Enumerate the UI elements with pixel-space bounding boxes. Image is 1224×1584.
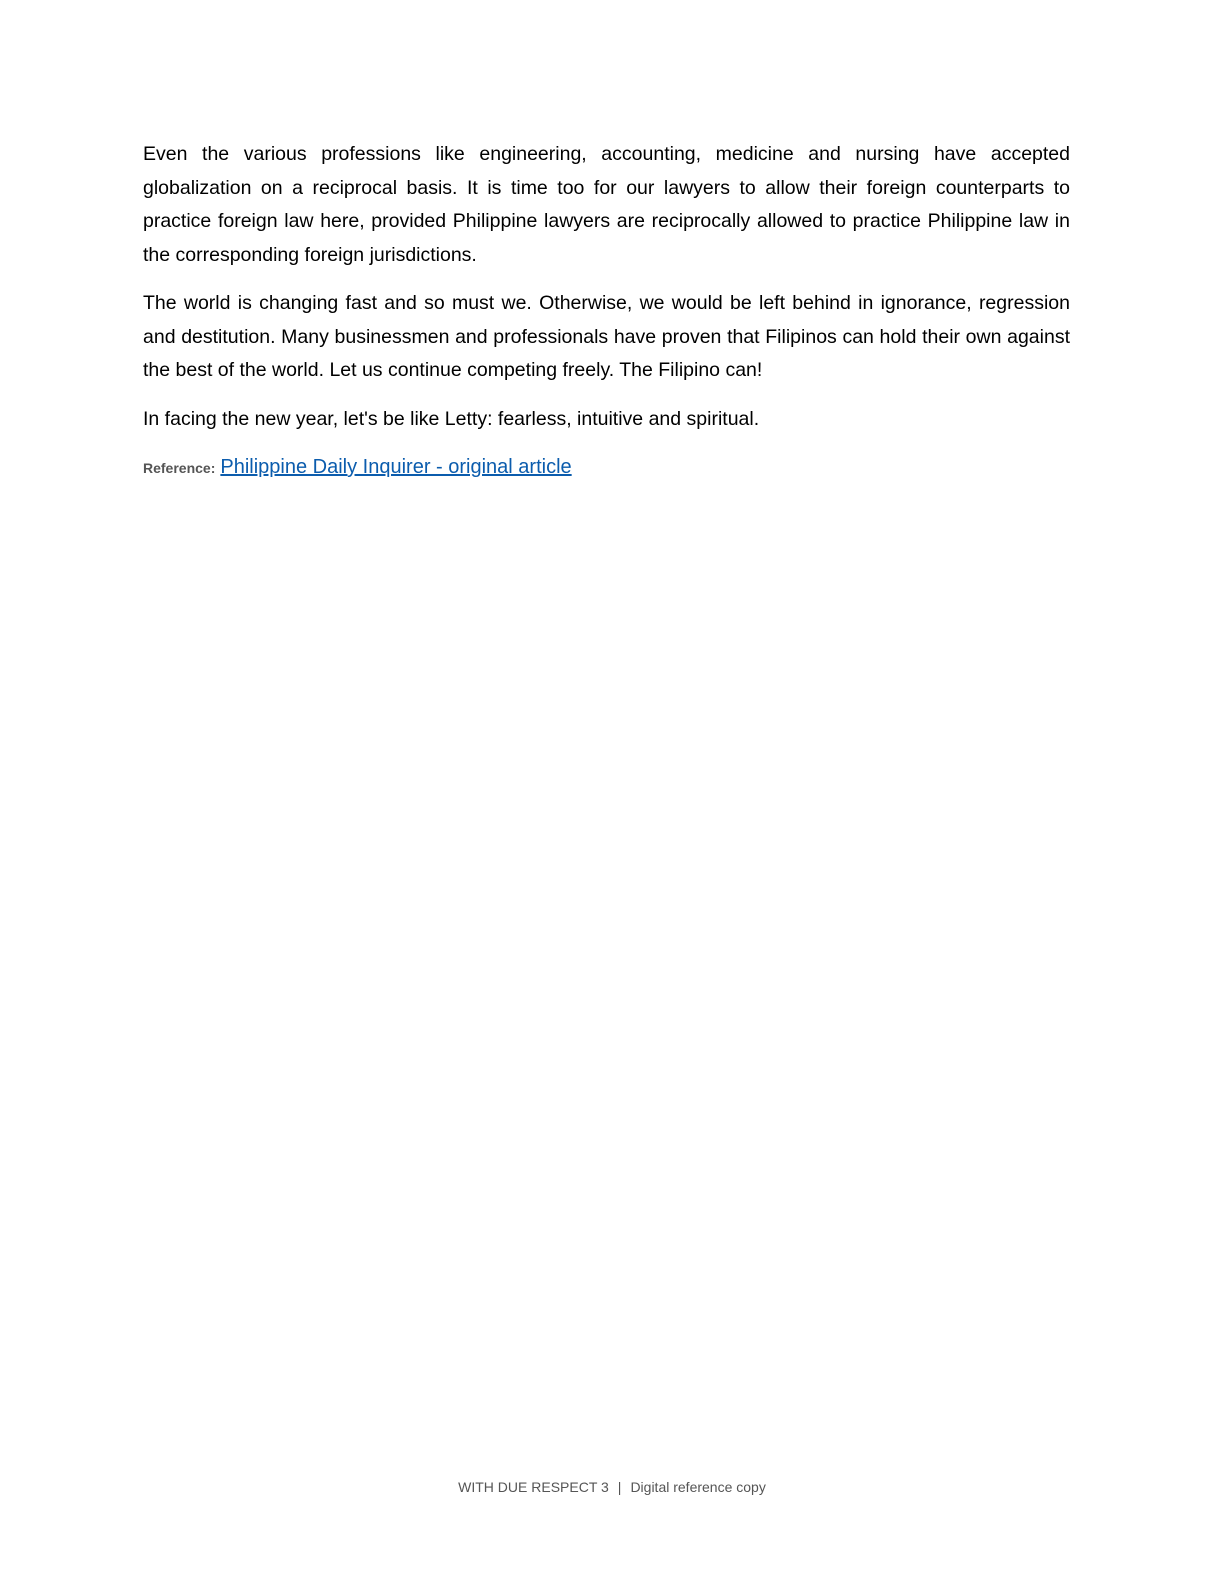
reference-link[interactable]: Philippine Daily Inquirer - original article — [220, 456, 572, 478]
footer-note: Digital reference copy — [630, 1479, 766, 1495]
footer-separator: | — [617, 1479, 622, 1495]
paragraph-1: Even the various professions like engineering, accounting, medicine and nursing have accepted globalization on a reciprocal basis. It is time too for our lawyers to allow their foreign counterparts to practice foreign law here, provided Philippine lawyers are reciprocally allowed to practice Philippine law in the corresponding foreign jurisdictions. — [143, 143, 1070, 266]
paragraph-3: In facing the new year, let's be like Letty: fearless, intuitive and spiritual. — [143, 407, 760, 430]
article-body — [143, 138, 1070, 479]
page-footer — [0, 1479, 1224, 1495]
reference-label: Reference: — [143, 460, 216, 476]
footer-title: WITH DUE RESPECT 3 — [458, 1479, 609, 1495]
paragraph-2: The world is changing fast and so must we. Otherwise, we would be left behind in ignorance, regression and destitution. Many businessmen and professionals have proven that Filipinos can hold their own against the best of the world. Let us continue competing freely. The Filipino can! — [143, 292, 1070, 381]
reference-line — [143, 456, 1070, 479]
